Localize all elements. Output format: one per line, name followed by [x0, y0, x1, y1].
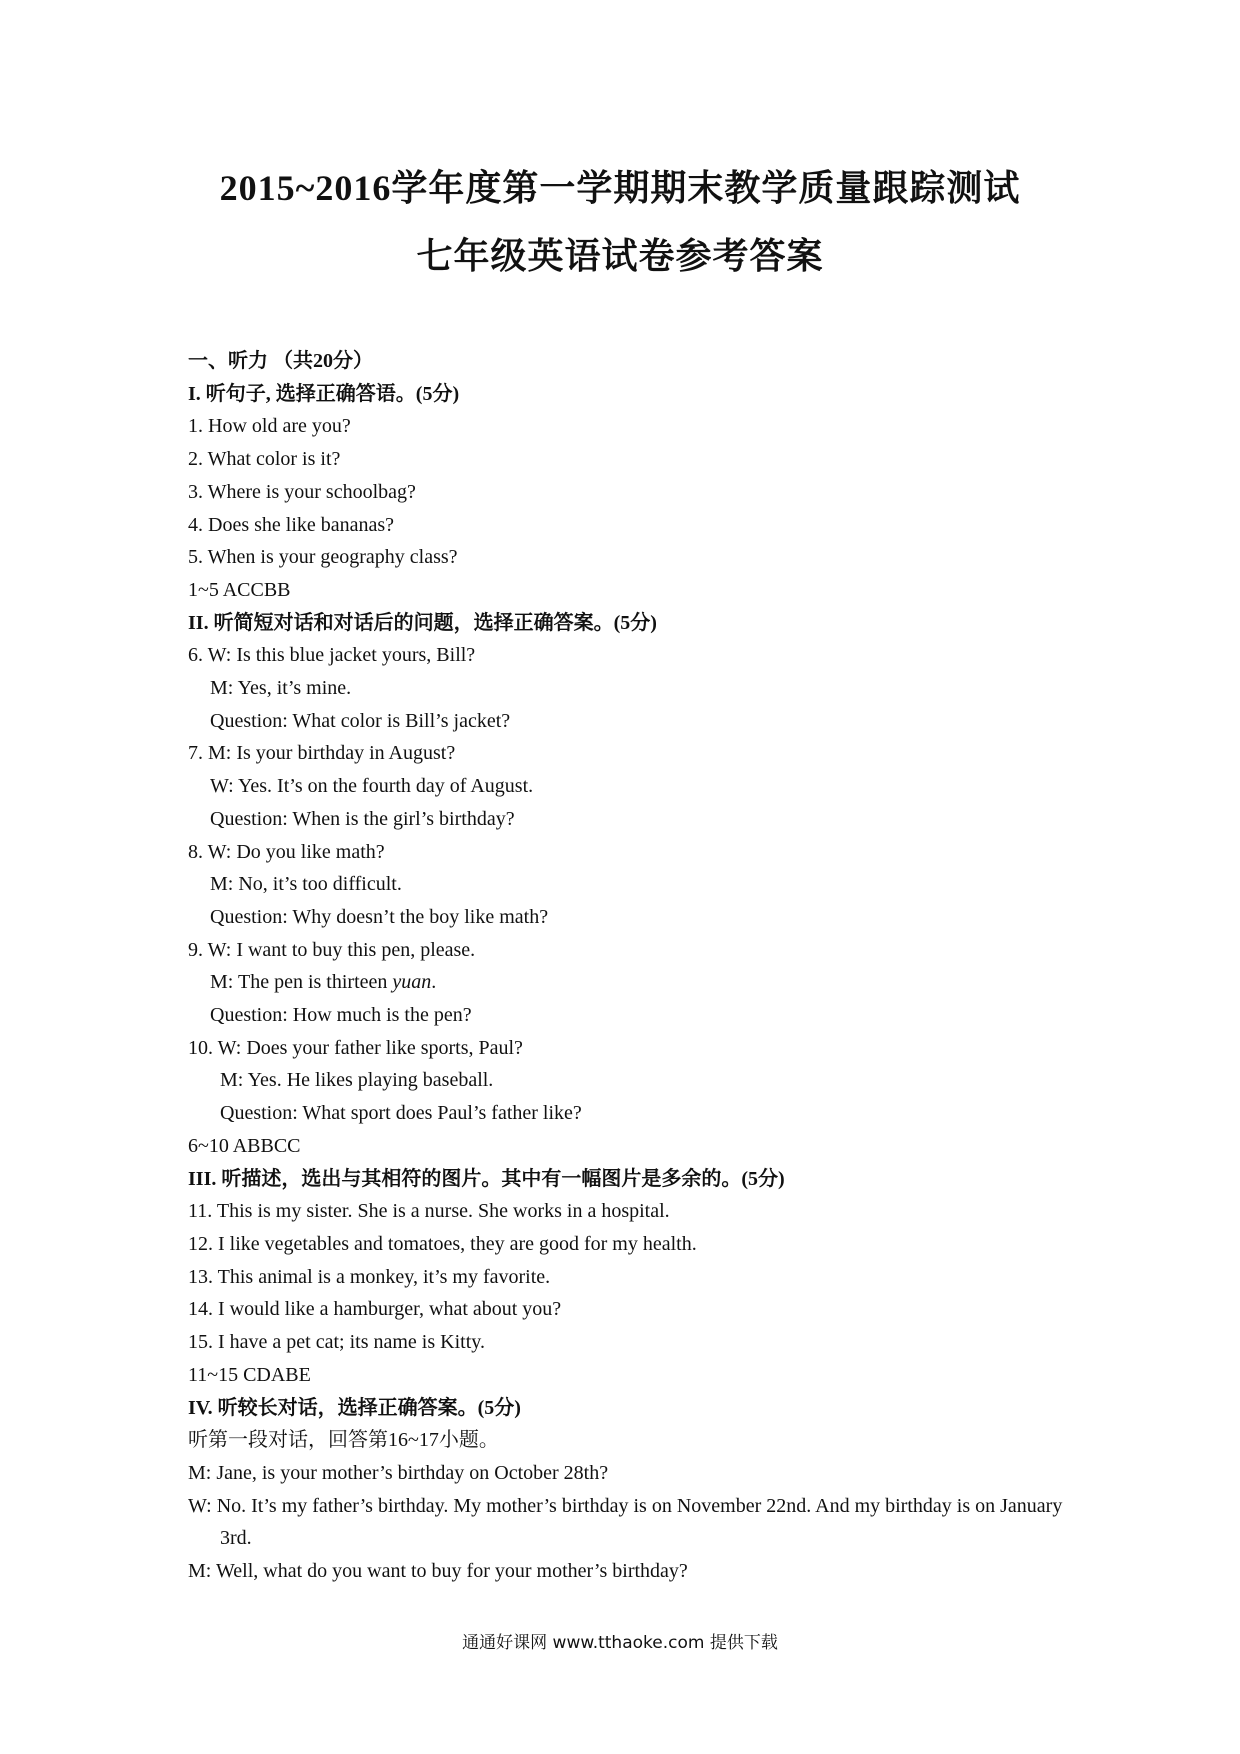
part-iv-heading: IV. 听较长对话，选择正确答案。(5分): [188, 1396, 521, 1419]
list-item: 5. When is your geography class?: [188, 546, 458, 569]
dialogue-question: Question: What sport does Paul’s father like?: [220, 1102, 582, 1125]
dialogue-question: Question: Why doesn’t the boy like math?: [210, 905, 549, 928]
dialogue-line: 8. W: Do you like math?: [188, 840, 385, 863]
dialogue-line: W: No. It’s my father’s birthday. My mother’s birthday is on November 22nd. And my birthday is on January 3rd.: [188, 1494, 1063, 1550]
document-subtitle: 七年级英语试卷参考答案: [416, 236, 824, 276]
section-heading-listening: 一、听力 （共20分）: [188, 350, 373, 372]
footer-source: 通通好课网 www.tthaoke.com 提供下载: [462, 1633, 778, 1653]
dialogue-question: Question: What color is Bill’s jacket?: [210, 709, 511, 732]
list-item: 13. This animal is a monkey, it’s my favorite.: [188, 1265, 551, 1288]
dialogue-line: 6. W: Is this blue jacket yours, Bill?: [188, 644, 476, 667]
dialogue-line: 9. W: I want to buy this pen, please.: [188, 938, 476, 961]
part-iii-heading: III. 听描述，选出与其相符的图片。其中有一幅图片是多余的。(5分): [188, 1167, 785, 1190]
dialogue-line: M: Yes. He likes playing baseball.: [220, 1069, 494, 1092]
dialogue-line: M: Well, what do you want to buy for your mother’s birthday?: [188, 1560, 688, 1583]
dialogue-line: 10. W: Does your father like sports, Paul?: [188, 1036, 523, 1059]
dialogue-text: M: The pen is thirteen: [210, 971, 393, 994]
answer-key: 1~5 ACCBB: [188, 578, 291, 601]
list-item: 15. I have a pet cat; its name is Kitty.: [188, 1331, 485, 1354]
list-item: 14. I would like a hamburger, what about you?: [188, 1298, 562, 1321]
dialogue-line: W: Yes. It’s on the fourth day of August.: [210, 775, 534, 798]
dialogue-line: [188, 966, 1068, 999]
dialogue-text: .: [431, 971, 437, 994]
answer-key: 6~10 ABBCC: [188, 1134, 301, 1157]
document-title: 2015~2016学年度第一学期期末教学质量跟踪测试: [219, 168, 1021, 208]
part-iv-intro: 听第一段对话，回答第16~17小题。: [188, 1429, 499, 1452]
part-ii-heading: II. 听简短对话和对话后的问题，选择正确答案。(5分): [188, 611, 657, 634]
part-i-heading: I. 听句子, 选择正确答语。(5分): [188, 382, 460, 405]
dialogue-line: M: Jane, is your mother’s birthday on October 28th?: [188, 1461, 609, 1484]
currency-word: yuan: [392, 971, 432, 994]
dialogue-line: M: Yes, it’s mine.: [210, 677, 352, 700]
list-item: 1. How old are you?: [188, 415, 351, 438]
answer-content: [188, 345, 1068, 1588]
dialogue-line: 7. M: Is your birthday in August?: [188, 742, 456, 765]
list-item: 11. This is my sister. She is a nurse. She works in a hospital.: [188, 1200, 670, 1223]
list-item: 4. Does she like bananas?: [188, 513, 395, 536]
dialogue-question: Question: When is the girl’s birthday?: [210, 807, 515, 830]
list-item: 12. I like vegetables and tomatoes, they are good for my health.: [188, 1232, 697, 1255]
list-item: 3. Where is your schoolbag?: [188, 480, 416, 503]
list-item: 2. What color is it?: [188, 448, 341, 471]
answer-key: 11~15 CDABE: [188, 1363, 311, 1386]
dialogue-line: M: No, it’s too difficult.: [210, 873, 402, 896]
dialogue-question: Question: How much is the pen?: [210, 1004, 472, 1027]
